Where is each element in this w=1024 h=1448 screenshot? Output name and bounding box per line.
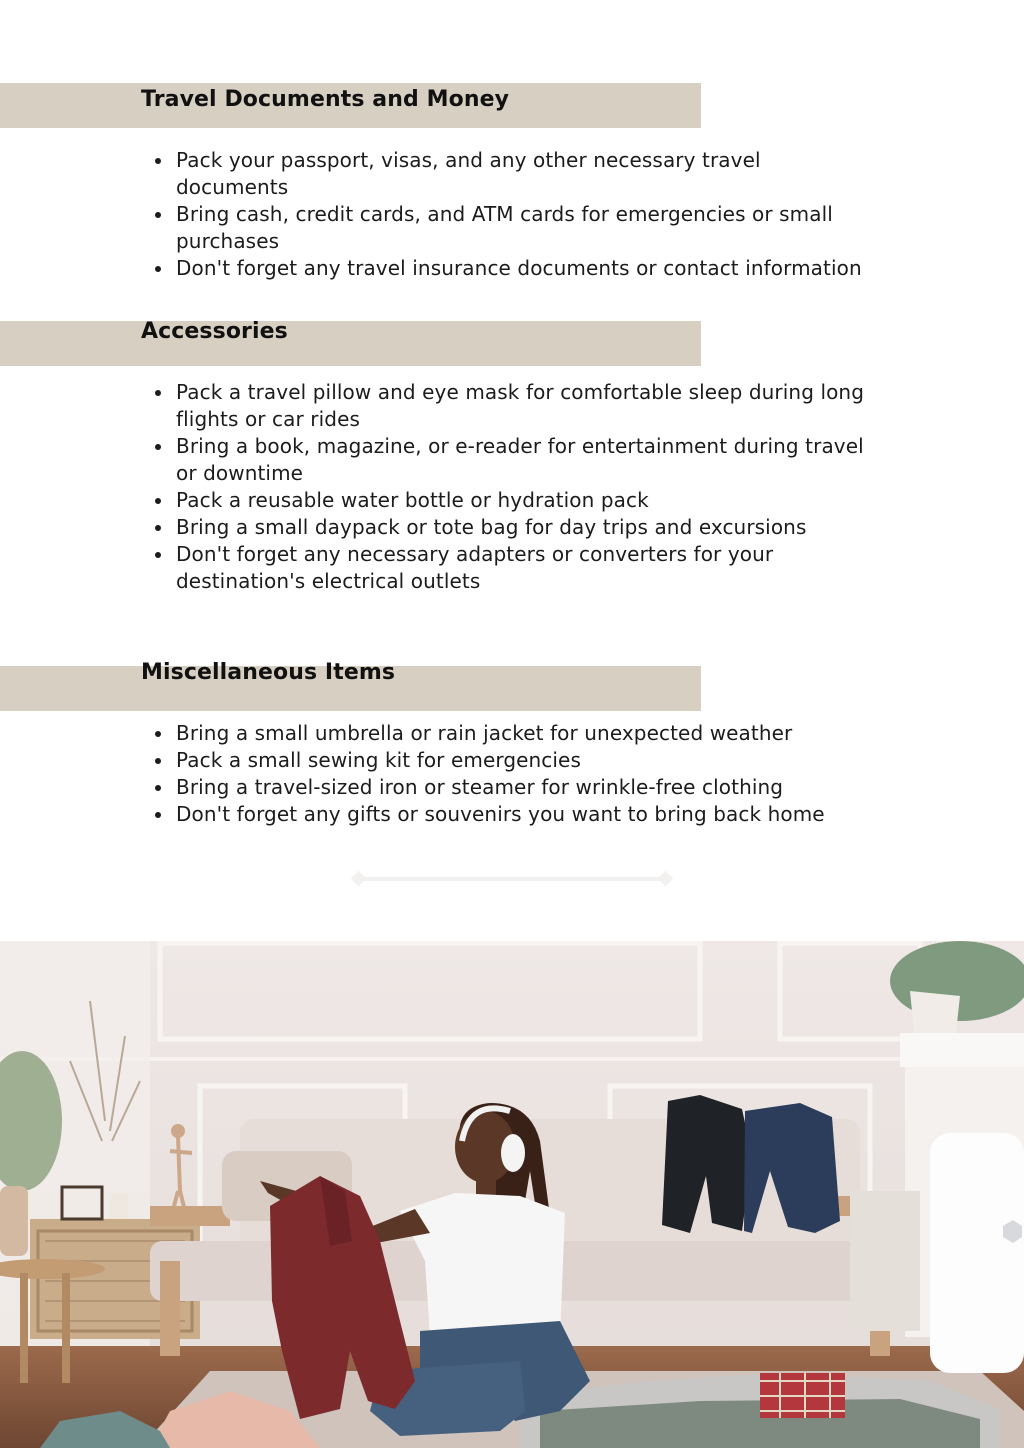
divider-ornament (350, 871, 674, 887)
list-item: Bring a book, magazine, or e-reader for entertainment during travel or downtime (176, 433, 876, 487)
list-item: Pack a travel pillow and eye mask for comfortable sleep during long flights or car rides (176, 379, 876, 433)
list-item: Bring a small umbrella or rain jacket for unexpected weather (176, 720, 876, 747)
section-heading-accessories: Accessories (141, 319, 288, 344)
list-item: Bring cash, credit cards, and ATM cards for emergencies or small purchases (176, 201, 836, 255)
list-item: Bring a small daypack or tote bag for day trips and excursions (176, 514, 876, 541)
section-heading-miscellaneous: Miscellaneous Items (141, 660, 396, 685)
list-travel-documents (176, 147, 876, 282)
section-heading-travel-documents: Travel Documents and Money (141, 87, 510, 112)
list-item: Don't forget any travel insurance documents or contact information (176, 255, 876, 282)
list-item: Don't forget any gifts or souvenirs you want to bring back home (176, 801, 876, 828)
list-item: Pack your passport, visas, and any other necessary travel documents (176, 147, 876, 201)
list-accessories (176, 379, 876, 595)
person-packing-suitcase-photo (0, 941, 1024, 1448)
list-item: Bring a travel-sized iron or steamer for wrinkle-free clothing (176, 774, 876, 801)
list-item: Don't forget any necessary adapters or converters for your destination's electrical outlets (176, 541, 796, 595)
list-item: Pack a small sewing kit for emergencies (176, 747, 876, 774)
section-band-accessories (0, 321, 701, 366)
list-item: Pack a reusable water bottle or hydration pack (176, 487, 876, 514)
list-miscellaneous (176, 720, 876, 828)
